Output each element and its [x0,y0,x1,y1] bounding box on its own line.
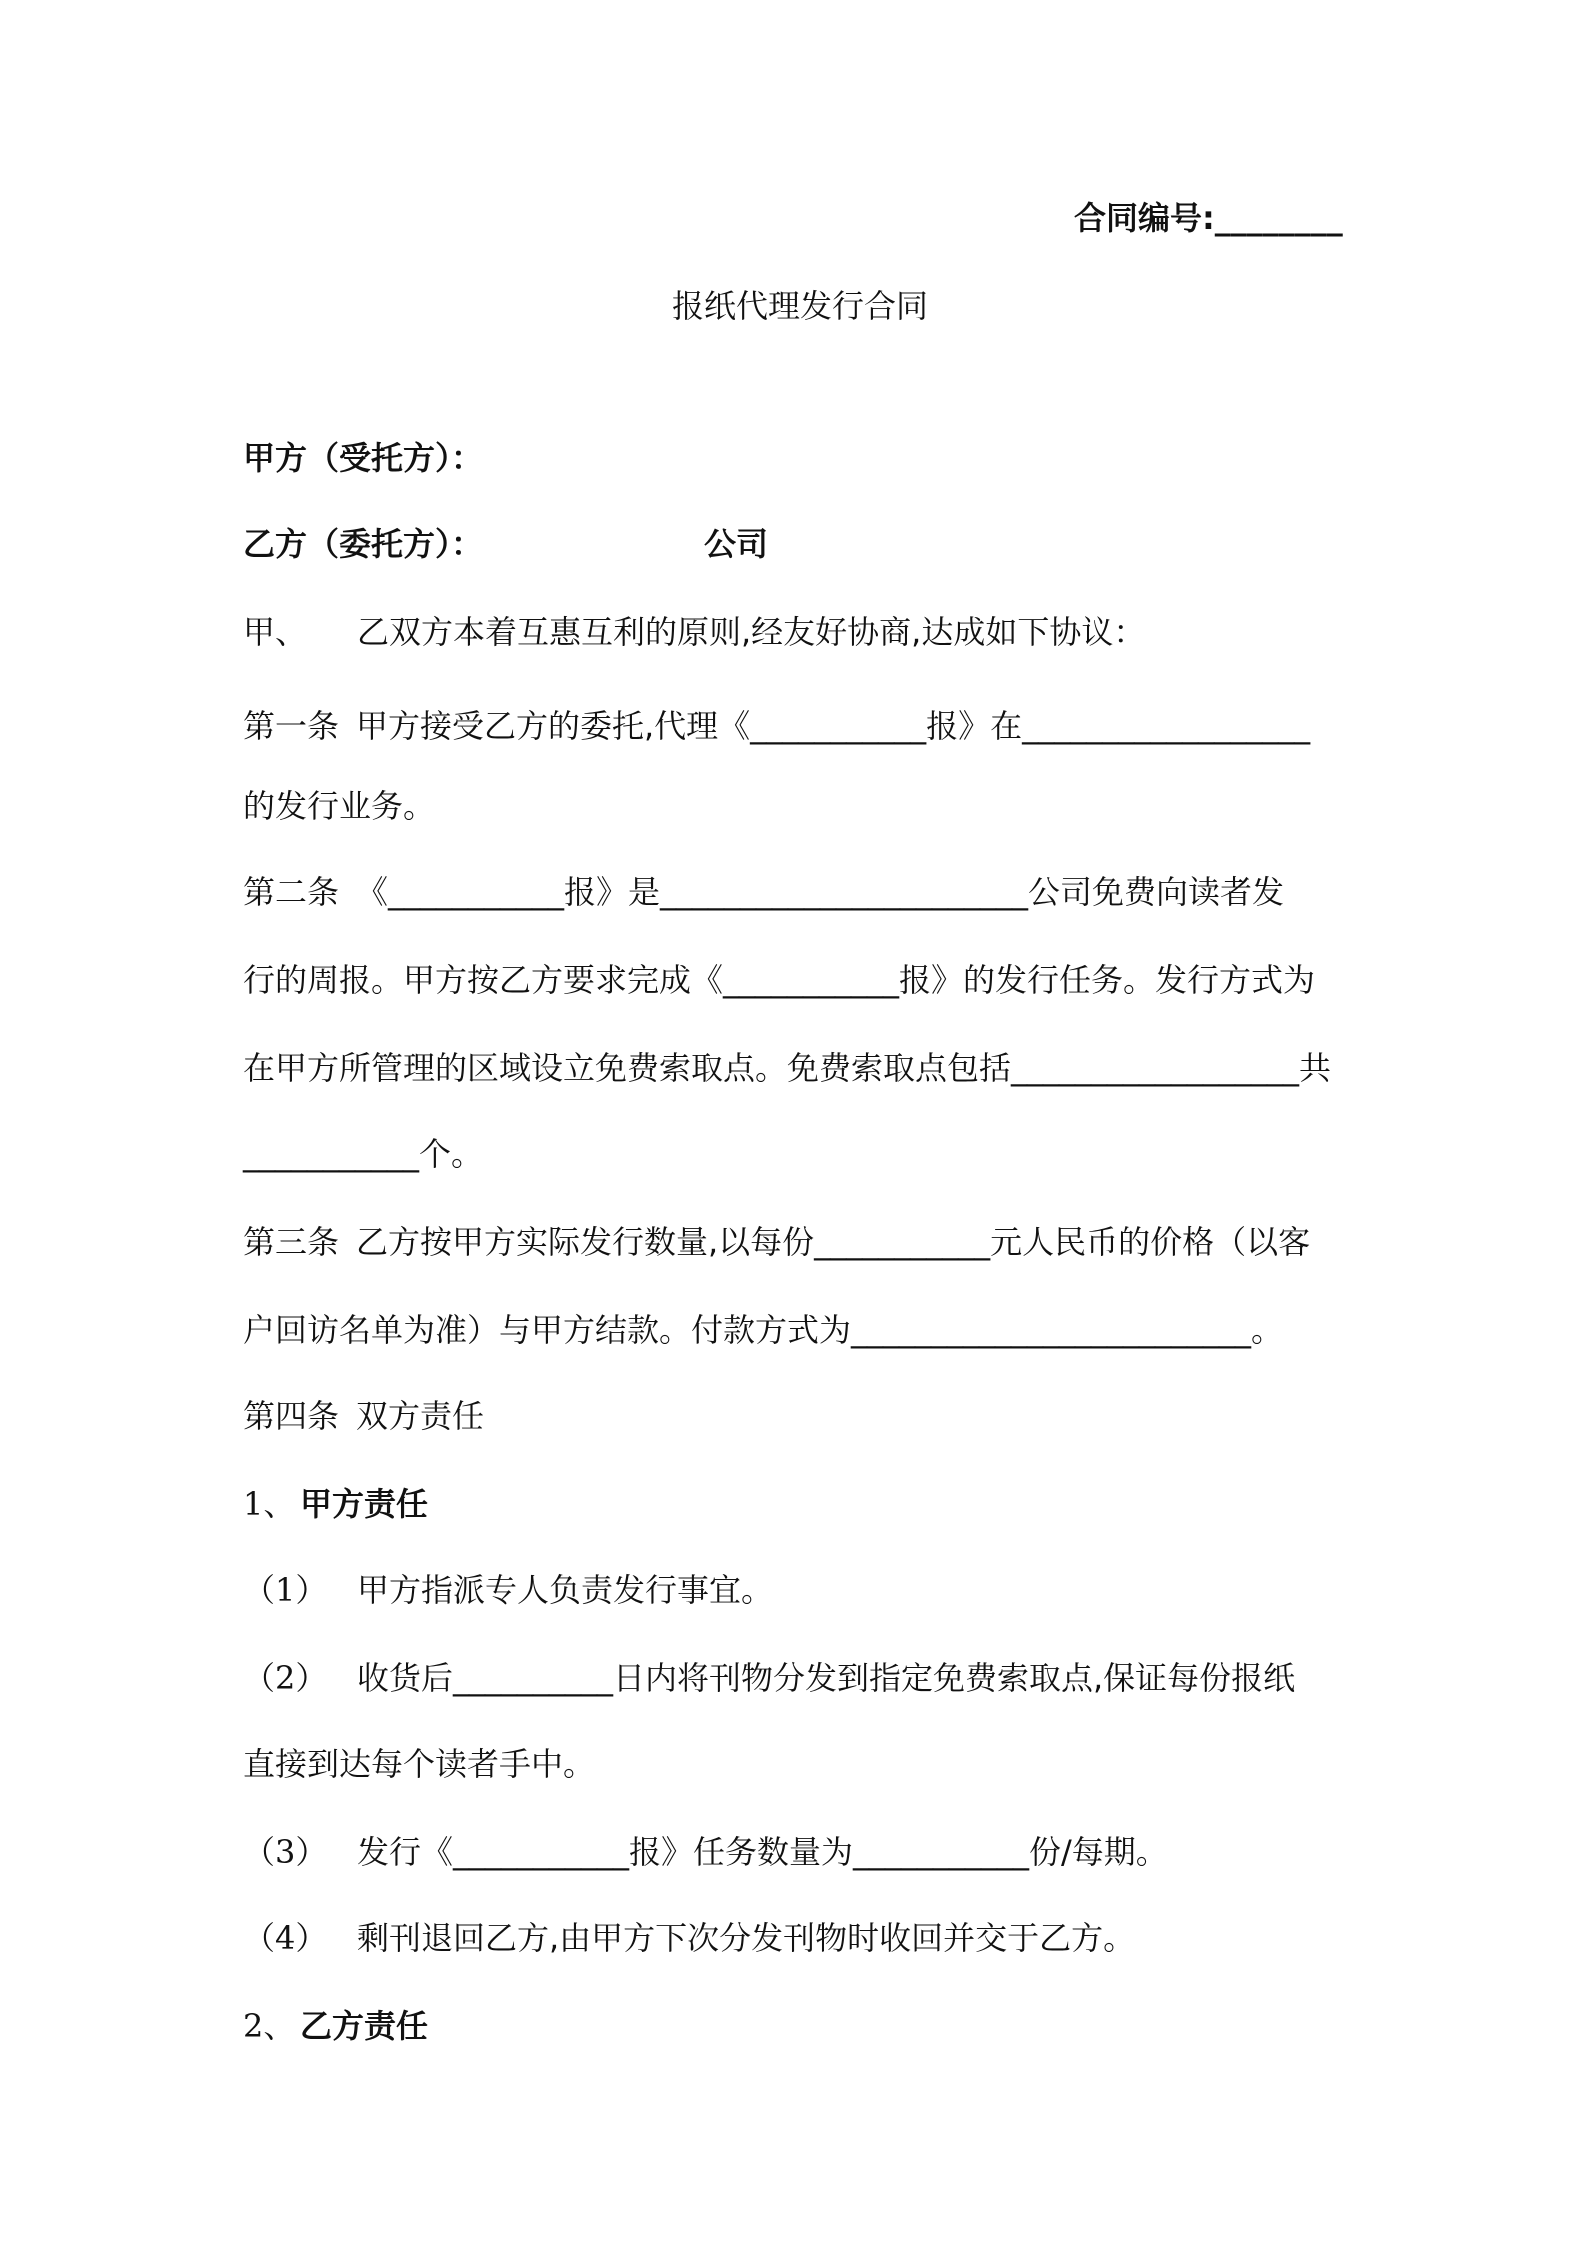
contract-number: 合同编号:________ [1074,199,1343,237]
article-4-title: 双方责任 [356,1397,485,1435]
intro-lead: 甲、 [243,613,308,651]
party-b-company: 公司 [704,525,769,563]
article-3-line-2: 户回访名单为准）与甲方结款。付款方式为_________________________。 [243,1311,1284,1349]
article-3-lead: 第三条 [243,1223,340,1261]
article-1-line-2: 的发行业务。 [243,787,436,825]
item-4-text: 剩刊退回乙方,由甲方下次分发刊物时收回并交于乙方。 [357,1919,1136,1957]
section-1-title: 甲方责任 [300,1485,429,1523]
section-2-title: 乙方责任 [300,2007,429,2045]
article-2-line-4: ___________个。 [243,1135,484,1173]
article-1-lead: 第一条 [243,707,340,745]
article-4-lead: 第四条 [243,1397,340,1435]
intro-text: 乙双方本着互惠互利的原则,经友好协商,达成如下协议： [357,613,1146,651]
section-2-lead: 2、 [243,2007,296,2045]
article-1-line-1: 甲方接受乙方的委托,代理《___________报》在__________________ [356,707,1311,745]
item-2-line-2: 直接到达每个读者手中。 [243,1745,596,1783]
article-2-line-1: 《___________报》是_______________________公司免费向读者发 [356,873,1285,911]
item-2-lead: （2） [243,1659,328,1697]
article-2-line-3: 在甲方所管理的区域设立免费索取点。免费索取点包括__________________共 [243,1049,1332,1087]
item-1-text: 甲方指派专人负责发行事宜。 [357,1571,774,1609]
item-3-lead: （3） [243,1833,328,1871]
article-2-lead: 第二条 [243,873,340,911]
page-title: 报纸代理发行合同 [671,287,928,325]
party-b-label: 乙方（委托方）： [243,525,484,563]
item-3-text: 发行《___________报》任务数量为___________份/每期。 [357,1833,1168,1871]
item-4-lead: （4） [243,1919,328,1957]
party-a-label: 甲方（受托方）： [243,439,484,477]
article-2-line-2: 行的周报。甲方按乙方要求完成《___________报》的发行任务。发行方式为 [243,961,1316,999]
section-1-lead: 1、 [243,1485,296,1523]
item-2-line-1: 收货后__________日内将刊物分发到指定免费索取点,保证每份报纸 [357,1659,1296,1697]
article-3-line-1: 乙方按甲方实际发行数量,以每份___________元人民币的价格（以客 [356,1223,1311,1261]
item-1-lead: （1） [243,1571,328,1609]
